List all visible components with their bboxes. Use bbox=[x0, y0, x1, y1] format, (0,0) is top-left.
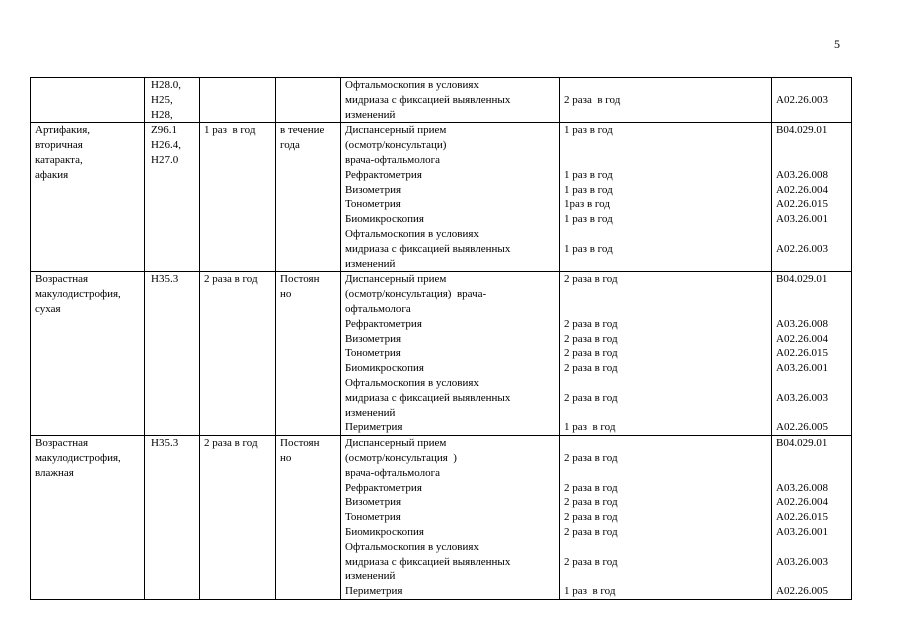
cell-line bbox=[776, 406, 847, 421]
cell-line: Офтальмоскопия в условиях bbox=[345, 227, 479, 240]
cell-line: A02.26.015 bbox=[776, 347, 828, 360]
cell-line bbox=[776, 78, 847, 93]
cell-line: в течение bbox=[280, 124, 325, 137]
service-frequency-cell bbox=[560, 123, 772, 272]
frequency-cell bbox=[200, 272, 276, 436]
cell-line: изменений bbox=[345, 108, 396, 121]
cell-line: Z96.1 bbox=[151, 124, 177, 137]
cell-line: Визометрия bbox=[345, 332, 402, 345]
cell-line: года bbox=[280, 139, 300, 152]
cell-line: Офтальмоскопия в условиях bbox=[345, 540, 479, 553]
cell-line: B04.029.01 bbox=[776, 437, 828, 450]
cell-line: 2 раза в год bbox=[564, 511, 618, 524]
cell-line: (осмотр/консультация ) bbox=[345, 451, 457, 464]
cell-line bbox=[776, 153, 847, 168]
cell-line: H28.0, bbox=[151, 79, 181, 91]
cell-line: Биомикроскопия bbox=[345, 213, 424, 226]
cell-line: 2 раза в год bbox=[564, 525, 618, 538]
cell-line: B04.029.01 bbox=[776, 273, 828, 286]
cell-line: 1 раз в год bbox=[564, 213, 613, 226]
frequency-cell bbox=[200, 436, 276, 600]
cell-line: изменений bbox=[345, 406, 396, 419]
cell-line: врача-офтальмолога bbox=[345, 153, 440, 166]
cell-line bbox=[564, 466, 767, 481]
cell-line bbox=[776, 466, 847, 481]
cell-line: A03.26.003 bbox=[776, 391, 828, 404]
cell-line: A03.26.008 bbox=[776, 481, 828, 494]
cell-line: 2 раза в год bbox=[564, 273, 618, 286]
cell-line: изменений bbox=[345, 257, 396, 270]
services-cell bbox=[341, 78, 560, 123]
cell-line: Визометрия bbox=[345, 183, 402, 196]
cell-line: A03.26.001 bbox=[776, 525, 828, 538]
table-row bbox=[31, 78, 852, 123]
cell-line: 2 раза в год bbox=[564, 332, 618, 345]
cell-line bbox=[564, 376, 767, 391]
cell-line: мидриаза с фиксацией выявленных bbox=[345, 93, 511, 106]
cell-line: A03.26.001 bbox=[776, 362, 828, 375]
icd-code-cell bbox=[145, 123, 200, 272]
cell-line: макулодистрофия, bbox=[35, 288, 121, 301]
cell-line: 2 раза в год bbox=[564, 391, 618, 404]
cell-line bbox=[776, 540, 847, 555]
cell-line: Постоян bbox=[280, 437, 320, 450]
cell-line: Артифакия, bbox=[35, 124, 91, 137]
service-code-cell bbox=[772, 436, 852, 600]
cell-line: мидриаза с фиксацией выявленных bbox=[345, 391, 511, 404]
cell-line: 2 раза в год bbox=[204, 437, 258, 450]
cell-line: влажная bbox=[35, 466, 74, 479]
cell-line bbox=[564, 569, 767, 584]
service-frequency-cell bbox=[560, 78, 772, 123]
cell-line: H35.3 bbox=[151, 273, 179, 286]
cell-line: 2 раза в год bbox=[564, 481, 618, 494]
cell-line bbox=[776, 257, 847, 272]
cell-line bbox=[564, 406, 767, 421]
frequency-cell bbox=[200, 78, 276, 123]
duration-cell bbox=[276, 436, 341, 600]
cell-line: 1 раз в год bbox=[564, 124, 613, 137]
cell-line: A02.26.015 bbox=[776, 511, 828, 524]
cell-line: 1раз в год bbox=[564, 198, 610, 211]
cell-line bbox=[776, 138, 847, 153]
table-row bbox=[31, 123, 852, 272]
cell-line: H25, bbox=[151, 93, 173, 106]
cell-line: Постоян bbox=[280, 273, 320, 286]
cell-line bbox=[776, 569, 847, 584]
duration-cell bbox=[276, 123, 341, 272]
cell-line: A03.26.001 bbox=[776, 213, 828, 226]
icd-code-cell bbox=[145, 272, 200, 436]
cell-line: A02.26.005 bbox=[776, 585, 828, 598]
cell-line bbox=[564, 257, 767, 272]
diagnosis-cell bbox=[31, 436, 145, 600]
cell-line: A03.26.008 bbox=[776, 317, 828, 330]
cell-line: A02.26.003 bbox=[776, 242, 828, 255]
services-cell bbox=[341, 272, 560, 436]
icd-code-cell bbox=[145, 436, 200, 600]
cell-line bbox=[776, 227, 847, 242]
cell-line: A02.26.003 bbox=[776, 93, 828, 106]
cell-line: мидриаза с фиксацией выявленных bbox=[345, 555, 511, 568]
cell-line: Возрастная bbox=[35, 437, 89, 450]
cell-line: 2 раза в год bbox=[564, 496, 618, 509]
cell-line: Визометрия bbox=[345, 496, 402, 509]
cell-line: A02.26.004 bbox=[776, 183, 828, 196]
cell-line: афакия bbox=[35, 168, 69, 181]
icd-code-cell bbox=[145, 78, 200, 123]
cell-line: 2 раза в год bbox=[564, 347, 618, 360]
service-code-cell bbox=[772, 78, 852, 123]
frequency-cell bbox=[200, 123, 276, 272]
cell-line: Периметрия bbox=[345, 585, 403, 598]
duration-cell bbox=[276, 272, 341, 436]
cell-line: 2 раза в год bbox=[564, 93, 621, 106]
cell-line: Тонометрия bbox=[345, 347, 401, 360]
cell-line: Тонометрия bbox=[345, 511, 401, 524]
cell-line: Биомикроскопия bbox=[345, 525, 424, 538]
cell-line bbox=[776, 376, 847, 391]
cell-line: H27.0 bbox=[151, 153, 179, 166]
cell-line: Биомикроскопия bbox=[345, 362, 424, 375]
cell-line: A02.26.015 bbox=[776, 198, 828, 211]
cell-line: Рефрактометрия bbox=[345, 168, 422, 181]
cell-line: H28, bbox=[151, 108, 173, 121]
cell-line: Офтальмоскопия в условиях bbox=[345, 79, 479, 91]
cell-line: катаракта, bbox=[35, 153, 83, 166]
cell-line: A03.26.003 bbox=[776, 555, 828, 568]
cell-line: врача-офтальмолога bbox=[345, 466, 440, 479]
cell-line: 2 раза в год bbox=[204, 273, 258, 286]
cell-line: изменений bbox=[345, 570, 396, 583]
cell-line bbox=[776, 287, 847, 302]
cell-line bbox=[564, 302, 767, 317]
cell-line bbox=[564, 153, 767, 168]
cell-line bbox=[776, 451, 847, 466]
cell-line: 1 раз в год bbox=[564, 242, 613, 255]
services-cell bbox=[341, 123, 560, 272]
cell-line: A02.26.004 bbox=[776, 496, 828, 509]
cell-line: вторичная bbox=[35, 139, 83, 152]
cell-line: Тонометрия bbox=[345, 198, 401, 211]
service-code-cell bbox=[772, 272, 852, 436]
cell-line: 2 раза в год bbox=[564, 555, 618, 568]
diagnosis-cell bbox=[31, 123, 145, 272]
cell-line: H35.3 bbox=[151, 437, 179, 450]
cell-line bbox=[776, 302, 847, 317]
service-frequency-cell bbox=[560, 436, 772, 600]
services-cell bbox=[341, 436, 560, 600]
cell-line bbox=[564, 108, 767, 123]
diagnosis-cell bbox=[31, 272, 145, 436]
dispensary-table bbox=[30, 77, 852, 600]
cell-line bbox=[776, 108, 847, 123]
cell-line bbox=[564, 540, 767, 555]
cell-line: макулодистрофия, bbox=[35, 451, 121, 464]
cell-line: Диспансерный прием bbox=[345, 273, 447, 286]
cell-line: но bbox=[280, 451, 292, 464]
cell-line bbox=[564, 287, 767, 302]
cell-line: 2 раза в год bbox=[564, 451, 618, 464]
cell-line: мидриаза с фиксацией выявленных bbox=[345, 242, 511, 255]
cell-line: (осмотр/консультация) врача- bbox=[345, 288, 487, 301]
cell-line: сухая bbox=[35, 302, 61, 315]
duration-cell bbox=[276, 78, 341, 123]
cell-line: H26.4, bbox=[151, 139, 181, 152]
service-code-cell bbox=[772, 123, 852, 272]
cell-line: но bbox=[280, 288, 292, 301]
cell-line: B04.029.01 bbox=[776, 124, 828, 137]
cell-line: 1 раз в год bbox=[564, 585, 616, 598]
diagnosis-cell bbox=[31, 78, 145, 123]
service-frequency-cell bbox=[560, 272, 772, 436]
cell-line: 1 раз в год bbox=[564, 421, 616, 434]
page-number: 5 bbox=[834, 37, 840, 51]
cell-line bbox=[564, 138, 767, 153]
cell-line: Рефрактометрия bbox=[345, 481, 422, 494]
cell-line: Рефрактометрия bbox=[345, 317, 422, 330]
cell-line: Диспансерный прием bbox=[345, 437, 447, 450]
cell-line: 1 раз в год bbox=[204, 124, 256, 137]
cell-line: A02.26.004 bbox=[776, 332, 828, 345]
cell-line: 1 раз в год bbox=[564, 168, 613, 181]
cell-line: (осмотр/консультаци) bbox=[345, 139, 447, 152]
cell-line: 2 раза в год bbox=[564, 362, 618, 375]
cell-line: Возрастная bbox=[35, 273, 89, 286]
cell-line: Диспансерный прием bbox=[345, 124, 447, 137]
cell-line bbox=[564, 78, 767, 93]
cell-line: 2 раза в год bbox=[564, 317, 618, 330]
cell-line: Офтальмоскопия в условиях bbox=[345, 376, 479, 389]
cell-line: 1 раз в год bbox=[564, 183, 613, 196]
table-row bbox=[31, 436, 852, 600]
cell-line: Периметрия bbox=[345, 421, 403, 434]
cell-line bbox=[564, 227, 767, 242]
cell-line: офтальмолога bbox=[345, 302, 411, 315]
cell-line: A02.26.005 bbox=[776, 421, 828, 434]
table-row bbox=[31, 272, 852, 436]
cell-line bbox=[564, 436, 767, 451]
cell-line: A03.26.008 bbox=[776, 168, 828, 181]
